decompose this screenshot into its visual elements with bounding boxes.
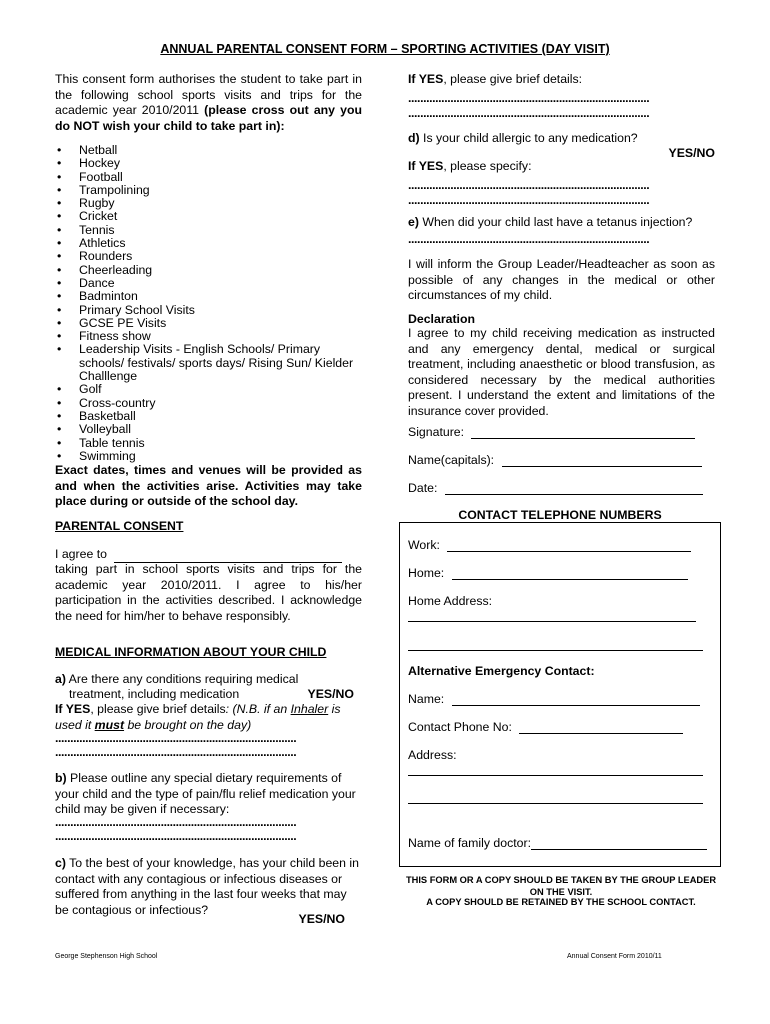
right-ifyes-label: If YES: [408, 72, 444, 86]
question-a-text-2: treatment, including medication: [69, 687, 240, 701]
doctor-row: [408, 836, 715, 850]
question-e: [408, 215, 715, 231]
question-e-label: e): [408, 215, 419, 229]
work-row: [408, 538, 715, 552]
question-d-line-1[interactable]: ................................................................................: [408, 178, 650, 192]
declaration-heading: Declaration: [408, 312, 475, 326]
question-a-ifyes-rest: , please give brief details: [90, 702, 226, 716]
sport-item[interactable]: • Netball: [55, 144, 362, 157]
question-b-text: Please outline any special dietary requirements of your child and the type of pain/flu relief medication your child may be given if necessary:: [55, 771, 356, 816]
name-capitals-field[interactable]: [502, 454, 702, 467]
alt-name-label: Name:: [408, 692, 445, 706]
medical-question-c: [55, 856, 362, 918]
sport-item[interactable]: • Basketball: [55, 410, 362, 423]
must-word: must: [94, 717, 125, 732]
home-phone-field[interactable]: [452, 567, 688, 580]
form-title: ANNUAL PARENTAL CONSENT FORM – SPORTING ACTIVITIES (DAY VISIT): [160, 42, 610, 56]
right-details-line-2[interactable]: ................................................................................: [408, 106, 650, 120]
question-d-ifyes-label: If YES: [408, 159, 444, 173]
exact-dates-note: Exact dates, times and venues will be provided as and when the activities arise. Activities may take place during or outside of the school day.: [55, 463, 362, 508]
agree-to-label: I agree to: [55, 547, 107, 561]
declaration-text: I agree to my child receiving medication as instructed and any emergency dental, medical or surgical treatment, including anaesthetic or blood transfusion, as considered necessary by the medical authorities present. I understand the extent and limitations of the insurance cover provided.: [408, 326, 715, 418]
date-label: Date:: [408, 481, 438, 495]
sport-item[interactable]: • Golf: [55, 383, 362, 396]
question-c-label: c): [55, 856, 66, 870]
sport-item[interactable]: • Swimming: [55, 450, 362, 463]
question-a-line2: [69, 687, 362, 703]
intro-instruction: (please cross out any you do NOT wish your child to take part in):: [55, 103, 362, 133]
question-a-answer-line-1[interactable]: ................................................................................: [55, 731, 297, 745]
question-c-text: To the best of your knowledge, has your child been in contact with any contagious or infectious diseases or suffered from anything in the last four weeks that may be contagious or infectious?: [55, 856, 359, 917]
sport-item[interactable]: • Badminton: [55, 290, 362, 303]
doctor-field[interactable]: [531, 837, 707, 850]
sport-item[interactable]: • Cricket: [55, 210, 362, 223]
question-a-note-1: : (N.B. if an: [225, 702, 291, 716]
question-d-line-2[interactable]: ................................................................................: [408, 193, 650, 207]
question-b-answer-line-1[interactable]: ................................................................................: [55, 815, 297, 829]
intro-paragraph: [55, 72, 362, 134]
question-a-label: a): [55, 672, 66, 686]
name-capitals-label: Name(capitals):: [408, 453, 495, 467]
sport-item[interactable]: • Rugby: [55, 197, 362, 210]
date-row: [408, 481, 715, 495]
question-a-answer-line-2[interactable]: ................................................................................: [55, 745, 297, 759]
sport-item[interactable]: • Athletics: [55, 237, 362, 250]
question-a-text: Are there any conditions requiring medical: [65, 672, 299, 686]
consent-text: taking part in school sports visits and trips for the academic year 2010/2011. I agree to his/her participation in the activities described. I acknowledge the need for him/her to behave responsibly.: [55, 562, 362, 623]
sport-item[interactable]: • Primary School Visits: [55, 304, 362, 317]
question-e-line[interactable]: ................................................................................: [408, 232, 650, 246]
home-label: Home:: [408, 566, 445, 580]
sport-item[interactable]: • Cheerleading: [55, 264, 362, 277]
alt-phone-label: Contact Phone No:: [408, 720, 512, 734]
signature-label: Signature:: [408, 425, 465, 439]
sport-item[interactable]: • Dance: [55, 277, 362, 290]
footer-school: George Stephenson High School: [55, 953, 158, 960]
alt-phone-row: [408, 720, 715, 734]
question-d: [408, 131, 715, 147]
intro-text: This consent form authorises the student to take part in the following school sports visits and trips for the academic year 2010/2011: [55, 72, 362, 117]
question-d-specify-text: , please specify:: [443, 159, 532, 173]
question-e-text: When did your child last have a tetanus injection?: [418, 215, 693, 229]
right-ifyes-text: , please give brief details:: [443, 72, 583, 86]
home-address-line-1[interactable]: [408, 621, 696, 622]
alt-address-label: Address:: [408, 748, 457, 762]
alt-name-row: [408, 692, 715, 706]
inhaler-word: Inhaler: [290, 702, 329, 716]
agree-to-line: [55, 547, 362, 563]
alt-contact-heading: Alternative Emergency Contact:: [408, 664, 595, 678]
sport-item[interactable]: • Leadership Visits - English Schools/ Primary schools/ festivals/ sports days/ Rising Sun/ Kielder Challlenge: [55, 343, 362, 383]
doctor-label: Name of family doctor:: [408, 836, 532, 850]
name-capitals-row: [408, 453, 715, 467]
question-d-yesno[interactable]: YES/NO: [668, 146, 715, 160]
medical-heading: MEDICAL INFORMATION ABOUT YOUR CHILD: [55, 645, 327, 659]
alt-name-field[interactable]: [452, 693, 700, 706]
question-d-label: d): [408, 131, 420, 145]
question-a-note-3: be brought on the day): [124, 717, 252, 732]
question-a-yesno[interactable]: YES/NO: [307, 687, 354, 701]
work-label: Work:: [408, 538, 440, 552]
alt-address-line-1[interactable]: [408, 775, 703, 776]
sport-item[interactable]: • Trampolining: [55, 184, 362, 197]
medical-question-b: [55, 771, 362, 818]
sport-item[interactable]: • Fitness show: [55, 330, 362, 343]
sport-item[interactable]: • Cross-country: [55, 397, 362, 410]
home-row: [408, 566, 715, 580]
question-a-note-2: is used it: [55, 702, 341, 732]
sport-item[interactable]: • Table tennis: [55, 437, 362, 450]
signature-field[interactable]: [471, 426, 695, 439]
sport-item[interactable]: • Tennis: [55, 224, 362, 237]
question-d-specify: [408, 159, 715, 175]
question-b-answer-line-2[interactable]: ................................................................................: [55, 829, 297, 843]
right-ifyes-details: [408, 72, 715, 88]
sport-item[interactable]: • Hockey: [55, 157, 362, 170]
child-name-field[interactable]: [114, 550, 342, 563]
copy-note-2: A COPY SHOULD BE RETAINED BY THE SCHOOL CONTACT.: [426, 897, 696, 907]
medical-question-a: [55, 672, 362, 688]
question-d-text: Is your child allergic to any medication?: [419, 131, 638, 145]
inform-paragraph: I will inform the Group Leader/Headteacher as soon as possible of any changes in the medical or other circumstances of my child.: [408, 257, 715, 302]
sport-item[interactable]: • Football: [55, 171, 362, 184]
parental-consent-heading: PARENTAL CONSENT: [55, 519, 184, 533]
question-c-yesno[interactable]: YES/NO: [298, 912, 345, 926]
sport-item[interactable]: • Rounders: [55, 250, 362, 263]
sport-item[interactable]: • GCSE PE Visits: [55, 317, 362, 330]
signature-row: [408, 425, 715, 439]
work-phone-field[interactable]: [447, 539, 691, 552]
sports-list: [55, 144, 362, 463]
copy-note-1: THIS FORM OR A COPY SHOULD BE TAKEN BY THE GROUP LEADER ON THE VISIT.: [405, 875, 717, 897]
question-a-details: [55, 702, 362, 733]
footer-form-name: Annual Consent Form 2010/11: [567, 953, 662, 960]
question-a-ifyes: If YES: [55, 702, 91, 716]
date-field[interactable]: [445, 482, 703, 495]
question-b-label: b): [55, 771, 67, 785]
sport-item[interactable]: • Volleyball: [55, 423, 362, 436]
alt-phone-field[interactable]: [519, 721, 683, 734]
contacts-heading: CONTACT TELEPHONE NUMBERS: [458, 508, 662, 522]
home-address-label: Home Address:: [408, 594, 493, 608]
home-address-line-2[interactable]: [408, 650, 703, 651]
right-details-line-1[interactable]: ................................................................................: [408, 91, 650, 105]
alt-address-line-2[interactable]: [408, 803, 703, 804]
